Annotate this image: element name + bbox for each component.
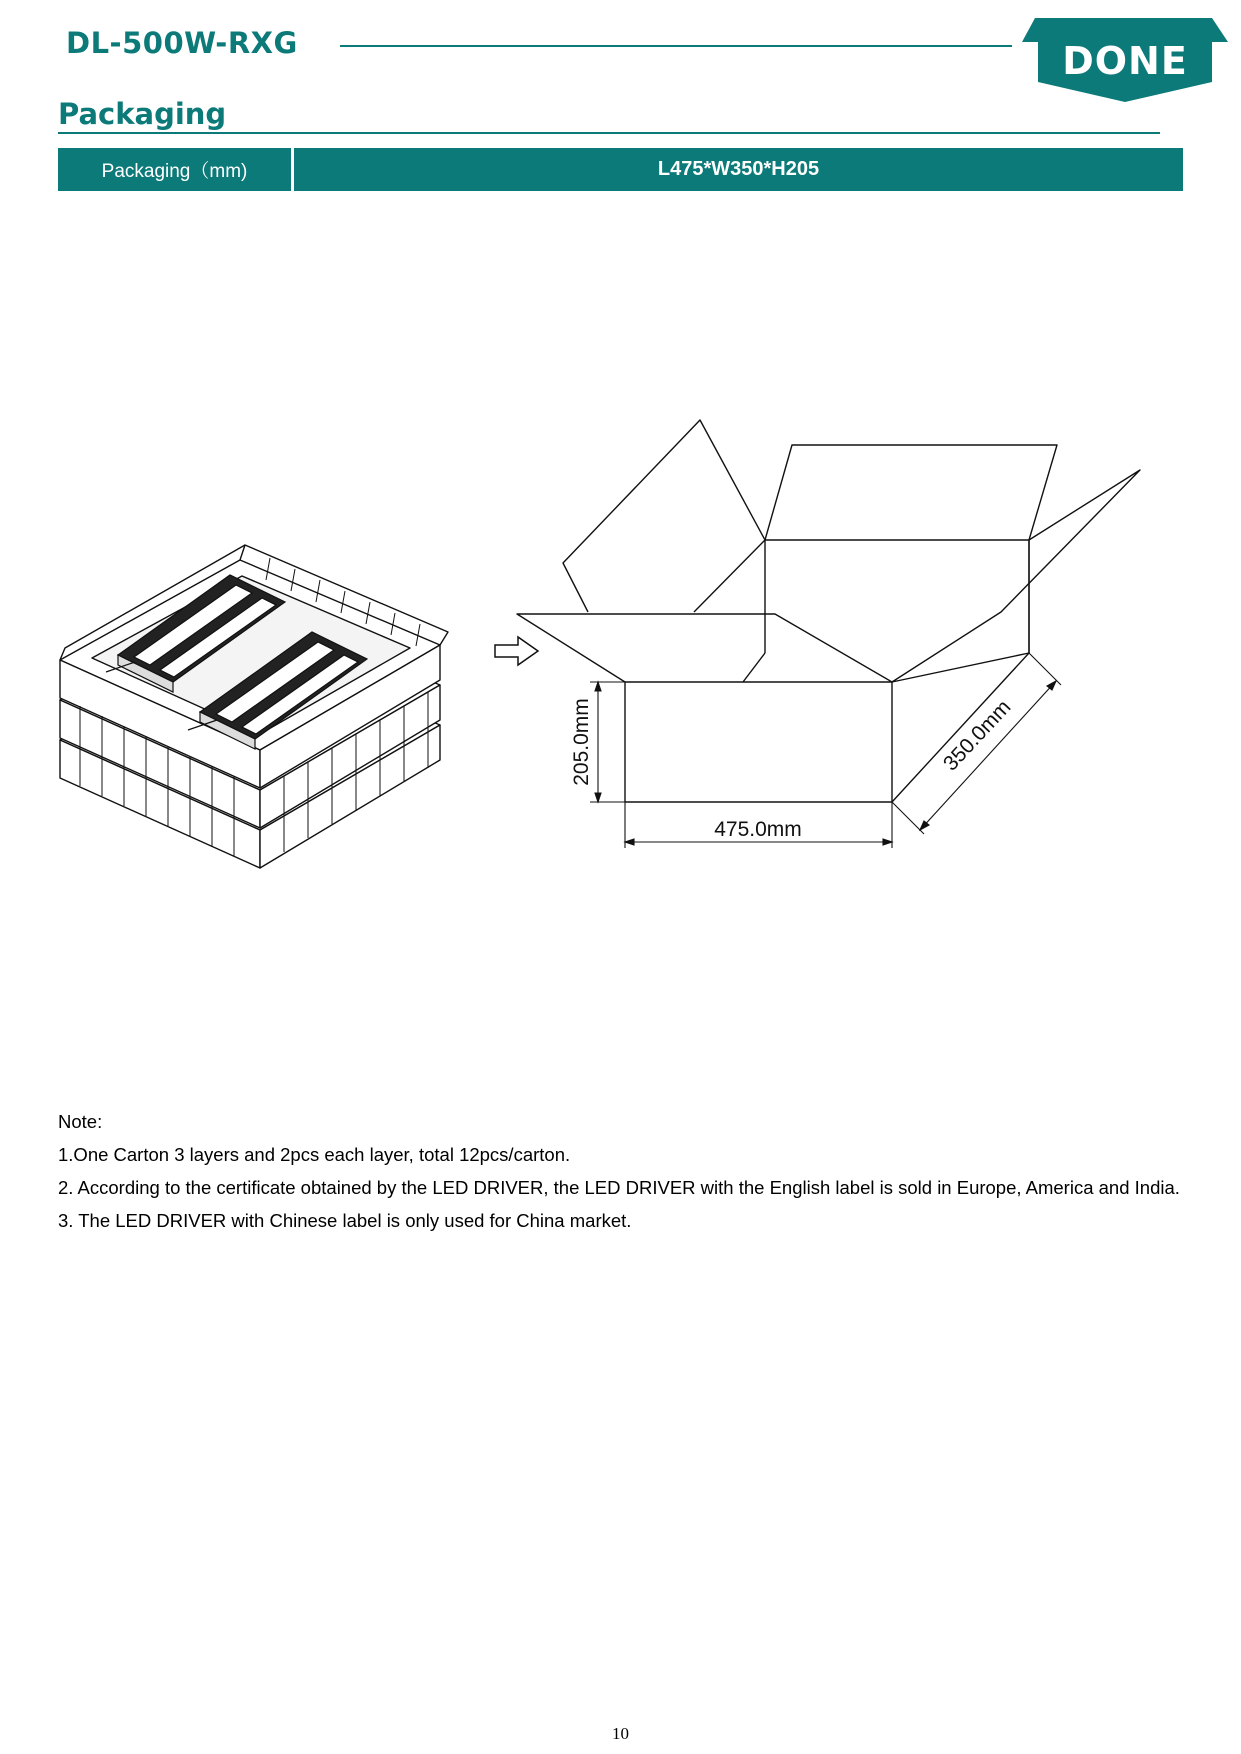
notes-section: [58, 1105, 1218, 1237]
note-item: 3. The LED DRIVER with Chinese label is only used for China market.: [58, 1210, 632, 1231]
model-title: DL-500W-RXG: [66, 26, 298, 60]
notes-heading: Note:: [58, 1111, 103, 1132]
section-title: Packaging: [58, 97, 227, 131]
spec-label: Packaging（mm): [58, 148, 294, 191]
section-divider: [58, 132, 1160, 134]
packaging-drawing: [40, 400, 1200, 880]
logo-text: DONE: [1062, 39, 1188, 83]
spec-value: L475*W350*H205: [657, 158, 820, 180]
note-item: 1.One Carton 3 layers and 2pcs each layer, total 12pcs/carton.: [58, 1144, 571, 1165]
right-arrow-icon: [495, 637, 538, 665]
done-logo: [1000, 14, 1241, 104]
note-item: 2. According to the certificate obtained by the LED DRIVER, the LED DRIVER with the English label is sold in Europe, America and India.: [58, 1177, 1180, 1198]
length-dimension-label: 475.0mm: [714, 818, 802, 841]
height-dimension-label: 205.0mm: [570, 698, 593, 786]
header-divider: [340, 45, 1012, 47]
page-number: 10: [612, 1724, 629, 1743]
packaging-spec-table: [58, 148, 1183, 191]
open-carton-diagram: [517, 420, 1140, 802]
width-dimension-label: 350.0mm: [938, 695, 1016, 776]
